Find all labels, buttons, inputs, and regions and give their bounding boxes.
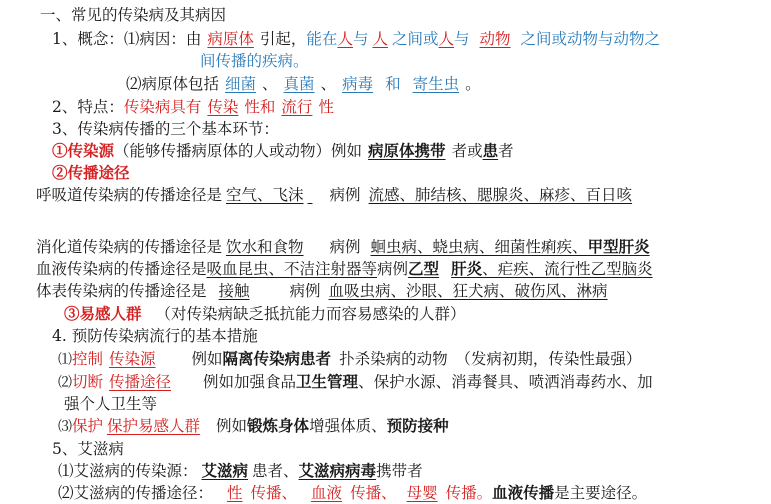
hepatitis-b-term: 肝炎 [451, 259, 483, 278]
and-text: 和 [385, 75, 401, 93]
patient-term: 患 [482, 141, 499, 160]
digestive-examples-label: 病例 [329, 238, 361, 256]
digestive-route: 饮水和食物 [226, 238, 304, 256]
control-eg: 例如 [191, 350, 223, 368]
aids-source-prefix: ⑴艾滋病的传染源： [58, 462, 198, 480]
def-text-a: 能在 [306, 30, 338, 48]
blood-examples-label: 病例 [377, 260, 409, 278]
aids-blood-suffix: 传播、 [350, 484, 397, 502]
aids-patient-term: 艾滋病 [201, 461, 249, 480]
aids-carrier-term: 艾滋病病毒 [298, 461, 377, 480]
hepatitis-b-prefix: 乙型 [408, 259, 440, 278]
susceptible-line [64, 303, 466, 325]
human-term-2: 人 [372, 30, 388, 48]
cause-prefix: ⑴病因：由 [123, 30, 202, 48]
pathogen-term: 病原体 [207, 30, 254, 48]
surface-examples: 血吸虫病、沙眼、狂犬病、破伤风、淋病 [328, 282, 608, 300]
def-text-e: 之间或动物与动物之 [520, 30, 661, 48]
concept-label: 1、概念： [52, 30, 124, 48]
respiratory-prefix: 呼吸道传染病的传播途径是 [36, 186, 223, 204]
def-text-b: 与 [352, 30, 369, 48]
control-rest: 扑杀染病的动物 （发病初期，传染性最强） [339, 350, 642, 368]
aids-blood-term: 血液 [311, 484, 343, 502]
control-num: ⑴ [58, 352, 72, 368]
human-term-1: 人 [337, 30, 353, 48]
source-text-a: 者或 [451, 142, 483, 160]
protect-line [58, 415, 449, 438]
digestive-prefix: 消化道传染病的传播途径是 [36, 238, 223, 256]
source-num: ① [52, 141, 68, 160]
protect-mid: 增强体质、 [309, 417, 387, 435]
parasite-term: 寄生虫 [412, 75, 460, 93]
contagious-term: 传染 [207, 98, 239, 116]
three-links-heading: 3、传染病传播的三个基本环节： [52, 120, 279, 138]
aids-main-rest: 是主要途径。 [554, 484, 648, 502]
aids-sex-term: 性 [227, 484, 243, 502]
aids-source-text-a: 患者、 [252, 462, 299, 480]
cut-target: 传播途径 [109, 373, 172, 391]
protect-action: 保护 [72, 417, 104, 435]
section-title: 一、常见的传染病及其病因 [40, 6, 227, 24]
vaccinate-term: 预防接种 [386, 416, 449, 435]
aids-mother-suffix: 传播。 [445, 484, 493, 502]
epidemic-term: 流行 [281, 98, 313, 116]
cut-num: ⑵ [58, 375, 72, 391]
bacteria-term: 细菌 [225, 75, 257, 93]
features-text-b: 性和 [244, 98, 276, 116]
blank-gap [308, 236, 330, 258]
aids-route-prefix: ⑵艾滋病的传播途径： [58, 484, 214, 502]
human-term-3: 人 [438, 30, 455, 48]
blood-examples-rest: 、疟疾、流行性乙型脑炎 [482, 260, 653, 278]
isolate-term: 隔离传染病患者 [222, 349, 332, 368]
aids-route-line [58, 482, 647, 504]
concept-line [52, 28, 660, 50]
control-line [58, 348, 641, 371]
features-line [52, 96, 334, 118]
digestive-examples [361, 236, 650, 258]
blank-gap [274, 280, 290, 302]
concept-line-2: 间传播的疾病。 [200, 52, 309, 70]
control-action: 控制 [72, 350, 104, 368]
route-title: 传播途径 [67, 163, 130, 182]
route-heading [52, 162, 130, 184]
infection-source-line [52, 140, 514, 162]
source-title: 传染源 [67, 141, 115, 160]
pathogen-types-prefix: ⑵病原体包括 [126, 75, 220, 93]
virus-term: 病毒 [342, 75, 374, 93]
digestive-examples-a: 蛔虫病、蛲虫病、细菌性痢疾、 [370, 238, 588, 256]
source-text-b: 者 [498, 142, 514, 160]
fungi-term: 真菌 [283, 75, 315, 93]
hepatitis-a-term: 甲型肝炎 [587, 237, 650, 256]
exercise-term: 锻炼身体 [247, 416, 310, 435]
control-target: 传染源 [109, 350, 156, 368]
hygiene-term: 卫生管理 [296, 372, 359, 391]
protect-num: ⑶ [58, 419, 72, 435]
prevention-heading: 4. 预防传染病流行的基本措施 [52, 327, 258, 345]
respiratory-route: 空气、飞沫 [226, 186, 304, 204]
blank-gap [308, 184, 330, 206]
surface-line [36, 280, 608, 302]
cut-action: 切断 [72, 373, 104, 391]
surface-examples-label: 病例 [289, 282, 321, 300]
respiratory-examples-label: 病例 [329, 186, 361, 204]
cut-route-line-2: 强个人卫生等 [64, 395, 158, 413]
aids-source-text-b: 携带者 [376, 462, 423, 480]
route-num: ② [52, 163, 68, 182]
aids-sex-suffix: 传播、 [250, 484, 298, 502]
pathogen-types-line: ⑵病原体包括 细菌 、 真菌 、 病毒 和 寄生虫 。 [126, 75, 481, 93]
features-text-c: 性 [318, 98, 334, 116]
caused-text: 引起， [259, 30, 307, 48]
cut-route-line [58, 371, 653, 394]
carrier-term: 病原体携带 [368, 141, 446, 160]
digestive-line [36, 236, 650, 258]
pathogen-types-end: 。 [465, 75, 481, 93]
protect-eg: 例如 [216, 417, 248, 435]
respiratory-examples: 流感、肺结核、腮腺炎、麻疹、百日咳 [368, 186, 633, 204]
surface-route: 接触 [218, 282, 250, 300]
respiratory-line [36, 184, 636, 206]
aids-source-line [58, 460, 423, 482]
blood-examples [408, 258, 653, 280]
blood-route: 吸血昆虫、不洁注射器等 [206, 260, 378, 278]
susceptible-title: 易感人群 [79, 304, 142, 323]
blood-line [36, 258, 653, 280]
features-label: 2、特点： [52, 98, 124, 116]
susceptible-num: ③ [64, 304, 80, 323]
animal-term: 动物 [479, 30, 511, 48]
def-text-d: 与 [454, 30, 470, 48]
source-desc: （能够传播病原体的人或动物）例如 [114, 142, 363, 160]
surface-prefix: 体表传染病的传播途径是 [36, 282, 207, 300]
features-text-a: 传染病具有 [123, 98, 202, 116]
aids-mother-term: 母婴 [406, 484, 438, 502]
susceptible-desc: （对传染病缺乏抵抗能力而容易感染的人群） [155, 305, 466, 323]
blood-prefix: 血液传染病的传播途径是 [36, 260, 207, 278]
def-text-c: 之间或 [391, 30, 439, 48]
protect-target: 保护易感人群 [107, 417, 201, 435]
cut-eg: 例如加强食品 [203, 373, 297, 391]
cut-rest: 、保护水源、消毒餐具、喷洒消毒药水、加 [358, 373, 653, 391]
aids-heading: 5、艾滋病 [52, 440, 124, 458]
aids-main-route: 血液传播 [492, 483, 555, 502]
